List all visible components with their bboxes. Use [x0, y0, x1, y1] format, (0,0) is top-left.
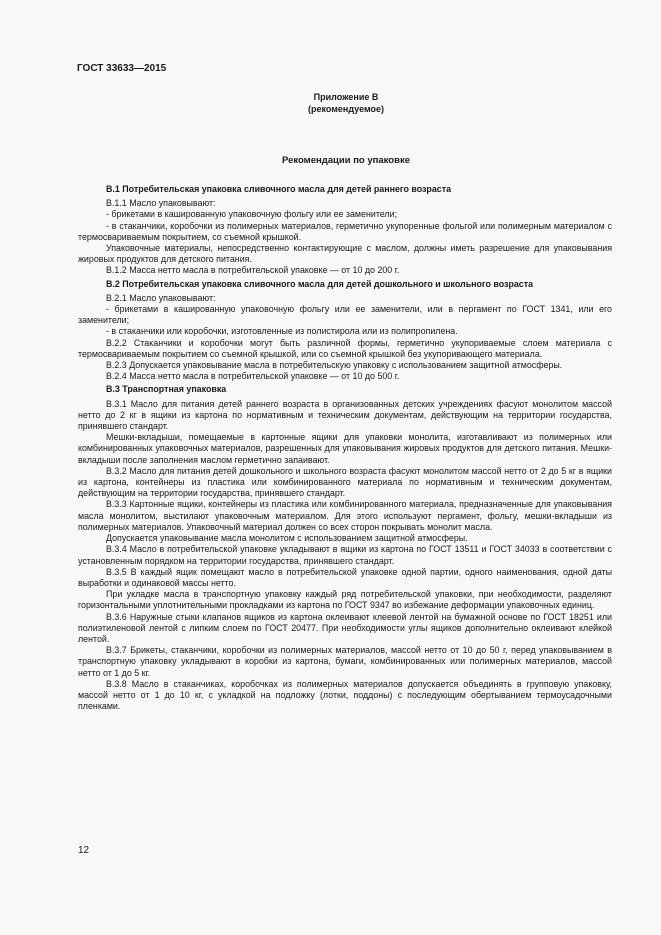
- paragraph: В.2.3 Допускается упаковывание масла в потребительскую упаковку с использованием защитной атмосферы.: [106, 360, 563, 371]
- appendix-header: [0, 92, 661, 115]
- paragraph: В.3.1 Масло для питания детей раннего возраста в организованных детских учреждениях фасуют монолитом массой нетто до 2 кг в ящики из картона по нормативным и техническим документам, действующим на территории государства, принявшего стандарт.: [78, 398, 612, 432]
- paragraph: - в стаканчики, коробочки из полимерных материалов, герметично укупоренные фольгой или полимерным материалом с термосвариваемым покрытием, со съемной крышкой.: [78, 220, 612, 242]
- paragraph: В.3.3 Картонные ящики, контейнеры из пластика или комбинированного материала, предназначенные для упаковывания масла монолитом, выстилают упаковочным материалом. Для этого используют пергамент, фольгу, мешки-вкладыши из полимерных материалов. Упаковочный материал должен со всех сторон покрывать монолит масла.: [78, 499, 612, 532]
- paragraph: В.3.5 В каждый ящик помещают масло в потребительской упаковке одной партии, одного наименования, одной даты выработки и одинаковой массы нетто.: [78, 566, 612, 588]
- paragraph: - брикетами в кашированную упаковочную фольгу или ее заменители, или в пергамент по ГОСТ 1341, или его заменители;: [78, 304, 612, 326]
- paragraph: В.1.2 Масса нетто масла в потребительской упаковке — от 10 до 200 г.: [106, 265, 400, 276]
- appendix-title: Приложение В: [313, 92, 379, 102]
- paragraph: В.3.4 Масло в потребительской упаковке укладывают в ящики из картона по ГОСТ 13511 и ГОСТ 34033 в соответствии с установленным порядком на территории государства, принявшего стандарт.: [78, 544, 612, 566]
- paragraph: В.2.1 Масло упаковывают:: [106, 292, 216, 303]
- paragraph: В.2.2 Стаканчики и коробочки могут быть различной формы, герметично укупориваемые слоем материала с термосвариваемым покрытием со съемной крышкой, или со съемной крышкой без укупоривающего материала.: [78, 337, 612, 359]
- document-body: [78, 184, 612, 712]
- paragraph: - брикетами в кашированную упаковочную фольгу или ее заменители;: [106, 209, 398, 220]
- paragraph: Упаковочные материалы, непосредственно контактирующие с маслом, должны иметь разрешение для упаковывания жировых продуктов для детского питания.: [78, 243, 612, 265]
- paragraph: В.3.6 Наружные стыки клапанов ящиков из картона оклеивают клеевой лентой на бумажной основе по ГОСТ 18251 или полиэтиленовой лентой с липким слоем по ГОСТ 20477. При необходимости углы ящиков дополнительно оклеивают клейкой лентой.: [78, 611, 612, 644]
- heading-b1: В.1 Потребительская упаковка сливочного масла для детей раннего возраста: [106, 184, 452, 194]
- paragraph: Допускается упаковывание масла монолитом с использованием защитной атмосферы.: [106, 533, 468, 544]
- page-number: 12: [78, 845, 90, 856]
- heading-b3: В.3 Транспортная упаковка: [106, 384, 227, 395]
- paragraph: В.2.4 Масса нетто масла в потребительской упаковке — от 10 до 500 г.: [106, 371, 400, 382]
- section-title: Рекомендации по упаковке: [281, 155, 410, 166]
- paragraph: В.3.8 Масло в стаканчиках, коробочках из полимерных материалов допускается объединять в групповую упаковку, массой нетто от 1 до 10 кг, с укладкой на подложку (лотки, поддоны) с последующим обертыванием термоусадочными пленками.: [78, 678, 612, 712]
- paragraph: В.3.7 Брикеты, стаканчики, коробочки из полимерных материалов, массой нетто от 10 до 50 г, перед упаковыванием в транспортную упаковку укладывают в коробки из картона, бумаги, комбинированных или полимерных материалов, массой нетто от 1 до 5 кг.: [78, 645, 612, 678]
- appendix-subtitle: (рекомендуемое): [308, 103, 384, 114]
- standard-number: ГОСТ 33633—2015: [77, 63, 167, 74]
- paragraph: При укладке масла в транспортную упаковку каждый ряд потребительской упаковки, при необходимости, разделяют горизонтальными уплотнительными прокладками из картона по ГОСТ 9347 во избежание деформации упаковочных единиц.: [78, 589, 612, 611]
- paragraph: - в стаканчики или коробочки, изготовленные из полистирола или из полипропилена.: [106, 326, 458, 337]
- paragraph: В.3.2 Масло для питания детей дошкольного и школьного возраста фасуют монолитом массой нетто от 2 до 5 кг в ящики из картона, контейнеры из пластика или комбинированного материала по нормативным и техническим документам, действующим на территории государства, принявшего стандарт.: [78, 465, 612, 499]
- paragraph: В.1.1 Масло упаковывают:: [106, 198, 216, 209]
- paragraph: Мешки-вкладыши, помещаемые в картонные ящики для упаковки монолита, изготавливают из полимерных или комбинированных упаковочных материалов, разрешенных для упаковывания жировых продуктов для детского питания. Мешки-вкладыши после заполнения маслом герметично запаивают.: [78, 432, 612, 465]
- heading-b2: В.2 Потребительская упаковка сливочного масла для детей дошкольного и школьного возраста: [106, 278, 534, 289]
